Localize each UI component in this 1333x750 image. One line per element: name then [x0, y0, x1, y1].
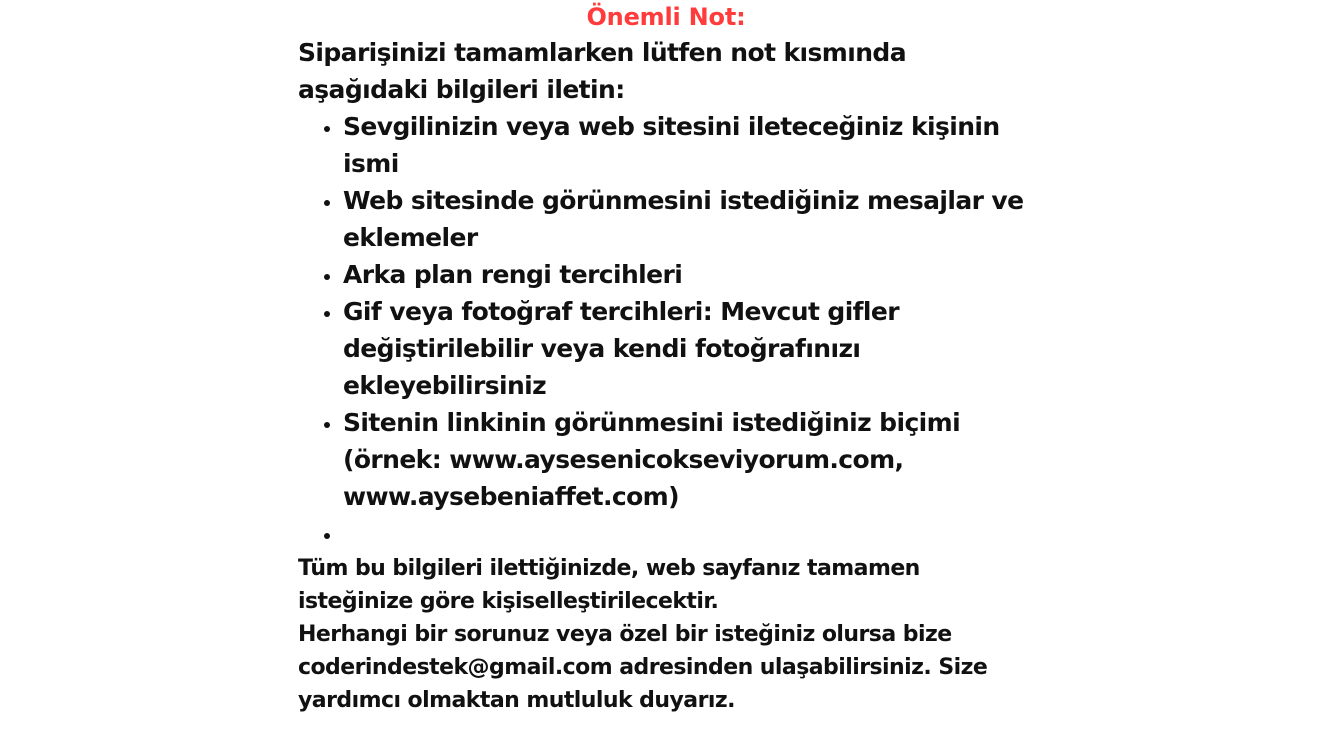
- important-note-section: [298, 0, 1038, 717]
- note-title: Önemli Not:: [586, 3, 746, 31]
- footer-text-personalization: Tüm bu bilgileri ilettiğinizde, web sayfanız tamamen isteğinize göre kişiselleştirilecektir.: [298, 556, 920, 614]
- footer-note: [298, 552, 1038, 717]
- list-item: • Arka plan rengi tercihleri: [343, 256, 1038, 293]
- list-item: • Web sitesinde görünmesini istediğiniz mesajlar ve eklemeler: [343, 182, 1038, 256]
- footer-text-contact: Herhangi bir sorunuz veya özel bir isteğiniz olursa bize coderindestek@gmail.com adresinden ulaşabilirsiniz. Size yardımcı olmaktan mutluluk duyarız.: [298, 622, 988, 713]
- list-item: • Sevgilinizin veya web sitesini ileteceğiniz kişinin ismi: [343, 108, 1038, 182]
- note-intro: Siparişinizi tamamlarken lütfen not kısmında aşağıdaki bilgileri iletin:: [298, 38, 906, 104]
- list-item: • Gif veya fotoğraf tercihleri: Mevcut gifler değiştirilebilir veya kendi fotoğrafınızı ekleyebilirsiniz: [343, 293, 1038, 404]
- empty-list-item: [343, 515, 1038, 552]
- requirements-list: [298, 108, 1038, 552]
- list-item: • Sitenin linkinin görünmesini istediğiniz biçimi (örnek: www.aysesenicokseviyorum.com, www.aysebeniaffet.com): [343, 404, 1038, 515]
